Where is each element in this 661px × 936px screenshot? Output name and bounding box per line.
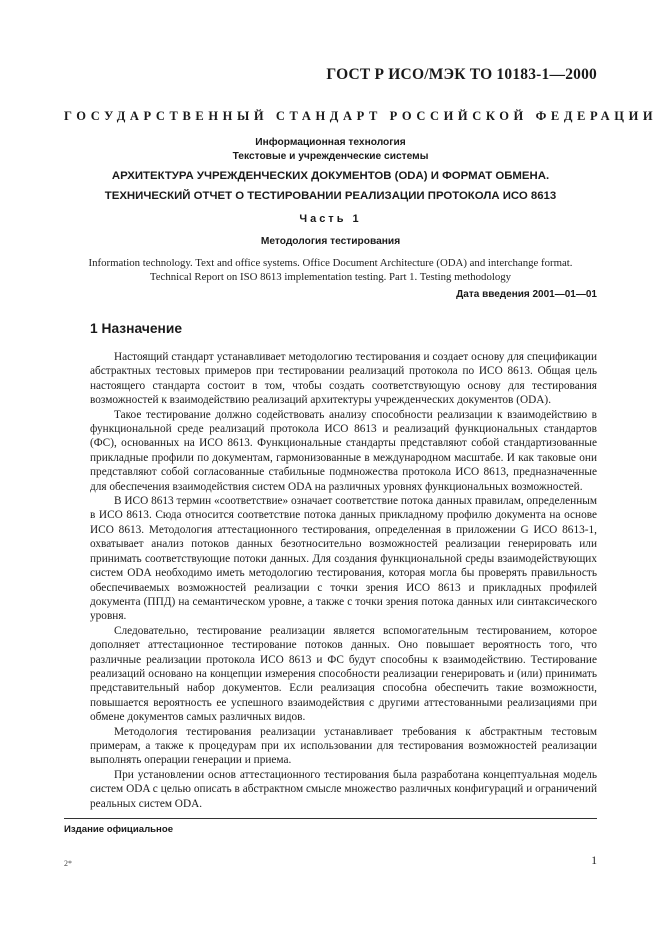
document-code: ГОСТ Р ИСО/МЭК ТО 10183-1—2000: [326, 66, 597, 83]
part-label: Часть 1: [299, 213, 362, 225]
page-number: 1: [591, 855, 597, 867]
paragraph: Настоящий стандарт устанавливает методологию тестирования и создает основу для спецификации абстрактных тестовых примеров при тестировании реализаций протокола по ИСО 8613. Общая цель настоящего стандарта состоит в том, чтобы создать соответствующую основу для тестирования возможностей к взаимодействию реализаций архитектуры учрежденческих документов (ODA).: [90, 351, 597, 407]
paragraph: Методология тестирования реализации устанавливает требования к абстрактным тестовым примерам, а также к процедурам при их использовании для тестирования возможностей реализации выполнять операции генерации и приема.: [90, 725, 597, 767]
document-title-line-1: АРХИТЕКТУРА УЧРЕЖДЕНЧЕСКИХ ДОКУМЕНТОВ (ODA) И ФОРМАТ ОБМЕНА.: [111, 170, 550, 182]
english-title: [64, 257, 597, 285]
english-title-line-2: Technical Report on ISO 8613 implementation testing. Part 1. Testing methodology: [149, 270, 512, 283]
introduction-date: Дата введения 2001—01—01: [456, 289, 597, 300]
section-body: [90, 350, 597, 811]
subject-line-1: Информационная технология: [255, 137, 406, 148]
footer-divider: [64, 818, 597, 819]
sheet-mark: 2*: [64, 859, 72, 868]
section-heading: 1 Назначение: [90, 321, 183, 336]
english-title-line-1: Information technology. Text and office systems. Office Document Architecture (ODA) and interchange format.: [88, 257, 573, 269]
title-block: [64, 136, 597, 285]
paragraph: Такое тестирование должно содействовать анализу способности реализации к взаимодействию в функциональной среде реализаций протокола ИСО 8613 и реализаций функциональных стандартов (ФС), основанных на ИСО 8613. Функциональные стандарты представляют собой стандартизованные прикладные профили по документам, гармонизованные в международном масштабе. И как таковые они представляют собой согласованные стабильные подмножества протокола ИСО 8613, предназначенные для обеспечения взаимодействия систем ODA на различных уровнях функциональных возможностей.: [90, 408, 597, 493]
paragraph: В ИСО 8613 термин «соответствие» означает соответствие потока данных правилам, определенным в ИСО 8613. Сюда относится соответствие потока данных прикладному профилю документа на основе ИСО 8613. Методология аттестационного тестирования, определенная в приложении G ИСО 8613-1, охватывает анализ потоков данных безотносительно возможностей реализации генерировать или принимать соответствующие потоки данных. Для создания функциональной среды взаимодействующих систем ODA необходимо иметь методологию тестирования, которая могла бы проверять правильность обеспечиваемых возможностей реализации с точки зрения ИСО 8613 и прикладных профилей документа (ППД) на семантическом уровне, а также с точки зрения потока данных или синтаксического уровня.: [90, 495, 597, 623]
state-standard-banner: ГОСУДАРСТВЕННЫЙ СТАНДАРТ РОССИЙСКОЙ ФЕДЕРАЦИИ: [64, 109, 658, 123]
part-subtitle: Методология тестирования: [260, 236, 401, 247]
subject-line-2: Текстовые и учрежденческие системы: [232, 151, 429, 162]
paragraph: При установлении основ аттестационного тестирования была разработана концептуальная модель систем ODA с целью описать в абстрактном смысле множество различных конфигураций и ограничений реальных систем ODA.: [90, 768, 597, 810]
document-title-line-2: ТЕХНИЧЕСКИЙ ОТЧЕТ О ТЕСТИРОВАНИИ РЕАЛИЗАЦИИ ПРОТОКОЛА ИСО 8613: [104, 189, 557, 202]
edition-label: Издание официальное: [64, 824, 174, 835]
paragraph: Следовательно, тестирование реализации является вспомогательным тестированием, которое дополняет аттестационное тестирование потоков данных. Оно повышает вероятность того, что различные реализации протокола ИСО 8613 и ФС будут способны к взаимодействию. Тестирование реализаций основано на концепции измерения способности реализации генерировать и (или) принимать представительный набор документов. Если реализация способна обеспечить такие возможности, повышается вероятность ее успешного взаимодействия с другими аттестованными реализациями при обмене документов самых различных видов.: [90, 624, 597, 724]
